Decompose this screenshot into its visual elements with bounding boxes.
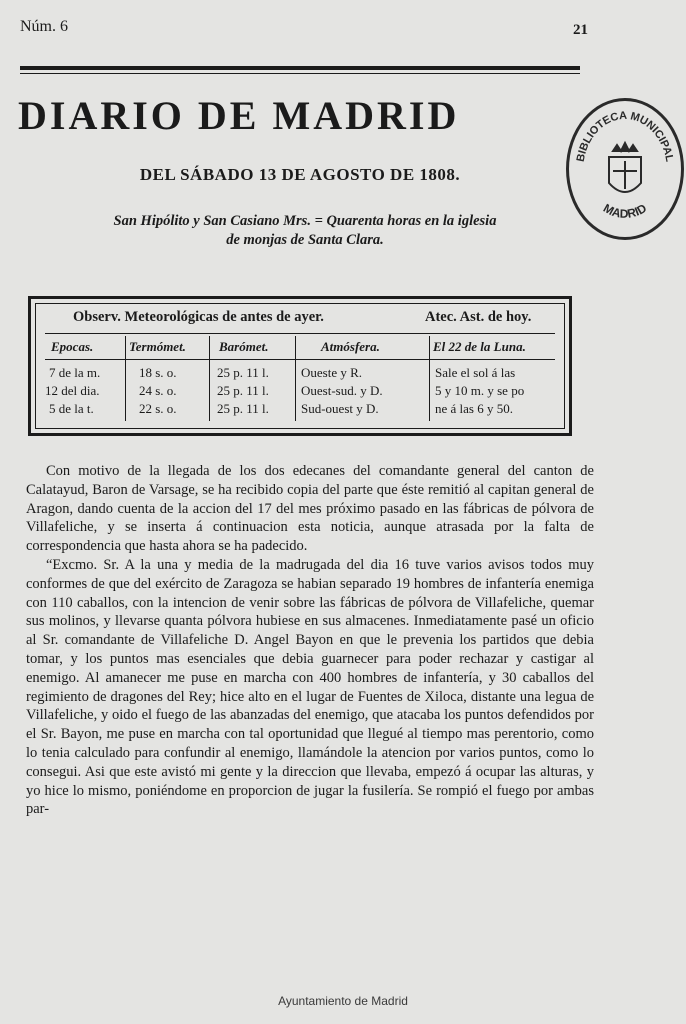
header-rule-thin: [20, 73, 580, 74]
row2-atmosfera: Ouest-sud. y D.: [301, 383, 383, 398]
col-epocas: Epocas.: [51, 339, 94, 354]
row1-epoca: 7 de la m.: [49, 365, 101, 380]
weather-title: Observ. Meteorológicas de antes de ayer.: [73, 309, 324, 325]
row2-termometro: 24 s. o.: [139, 383, 177, 398]
row3-epoca: 5 de la t.: [49, 401, 94, 416]
svg-text:BIBLIOTECA MUNICIPAL: [575, 110, 676, 163]
masthead-title: DIARIO DE MADRID: [18, 93, 460, 138]
article-paragraph-2: “Excmo. Sr. A la una y media de la madrugada del dia 16 tuve varios avisos todos muy conformes de que del exército de Zaragoza se habian separado 19 hombres de infantería enemiga con 110 caballos, con la intencion de venir sobre las fábricas de pólvora de Villafeliche, quemar sus molinos, y llevarse quanta pólvora hubiese en sus almacenes. Inmediatamente pasé un oficio al Sr. comandante de Villafeliche D. Angel Bayon en que le prevenia los partidos que debia tomar, y los puntos mas esenciales que debia guarnecer para poder rechazar y castigar al enemigo. Al amanecer me puse en marcha con 400 hombres de infantería, y 30 caballos del regimiento de dragones del Rey; hice alto en el lugar de Fuentes de Xiloca, distante una legua de Villafeliche, y oido el fuego de las abanzadas del enemigo, que atacaba los puntos defendidos por el Sr. Bayon, me puse en marcha con tal oportunidad que llegué al tiempo mas perentorio, como lo tenia calculado para confundir al enemigo, llamándole la atencion por varios puntos, como lo consegui. Asi que este avistó mi gente y la direccion que llevaba, empezó á ocupar las alturas, y yo hice lo mismo, poniéndome en proporcion de jugar la fusilería. Se rompió el fuego por ambas par-: [26, 556, 594, 818]
coat-of-arms-icon: [609, 143, 641, 192]
row2-barometro: 25 p. 11 l.: [217, 383, 269, 398]
weather-rule-top: [45, 333, 555, 334]
svg-text:MADRID: [601, 201, 649, 221]
issue-number: Núm. 6: [20, 18, 68, 35]
moon-line-3: ne á las 6 y 50.: [435, 401, 513, 416]
col-barometro: Barómet.: [219, 339, 269, 354]
row1-barometro: 25 p. 11 l.: [217, 365, 269, 380]
row3-barometro: 25 p. 11 l.: [217, 401, 269, 416]
col-divider-1: [125, 336, 126, 421]
article-paragraph-1: Con motivo de la llegada de los dos edecanes del comandante general del canton de Calatayud, Baron de Varsage, se ha recibido copia del parte que éste remitió al capitan general de Aragon, dando cuenta de la accion del 17 del mes próximo pasado en las fábricas de pólvora de Villafeliche, y se inserta á continuacion esta noticia, aunque atrasada por la falta de correspondencia que hasta ahora se ha padecido.: [26, 463, 594, 555]
weather-table: [28, 296, 572, 436]
row2-epoca: 12 del dia.: [45, 383, 100, 398]
col-luna: El 22 de la Luna.: [433, 339, 526, 354]
astro-title: Atec. Ast. de hoy.: [425, 309, 532, 325]
weather-rule-header: [45, 359, 555, 360]
col-termometro: Termómet.: [129, 339, 186, 354]
row1-atmosfera: Oueste y R.: [301, 365, 363, 380]
page-number: 21: [573, 22, 588, 38]
moon-line-1: Sale el sol á las: [435, 365, 516, 380]
article-body: [26, 462, 594, 819]
moon-line-2: 5 y 10 m. y se po: [435, 383, 525, 398]
row3-termometro: 22 s. o.: [139, 401, 177, 416]
header-rule-thick: [20, 66, 580, 70]
saints-of-the-day: [40, 212, 570, 250]
saints-line-1: San Hipólito y San Casiano Mrs. = Quarenta horas en la iglesia: [113, 213, 497, 229]
col-divider-2: [209, 336, 210, 421]
col-divider-3: [295, 336, 296, 421]
stamp-upper-text: BIBLIOTECA MUNICIPAL: [574, 109, 676, 163]
stamp-lower-text: MADRID: [600, 200, 650, 221]
dateline: DEL SÁBADO 13 DE AGOSTO DE 1808.: [139, 165, 461, 184]
col-divider-4: [429, 336, 430, 421]
row3-atmosfera: Sud-ouest y D.: [301, 401, 379, 416]
footer-credit: Ayuntamiento de Madrid: [278, 994, 408, 1008]
col-atmosfera: Atmósfera.: [321, 339, 380, 354]
row1-termometro: 18 s. o.: [139, 365, 177, 380]
saints-line-2: de monjas de Santa Clara.: [226, 232, 384, 248]
